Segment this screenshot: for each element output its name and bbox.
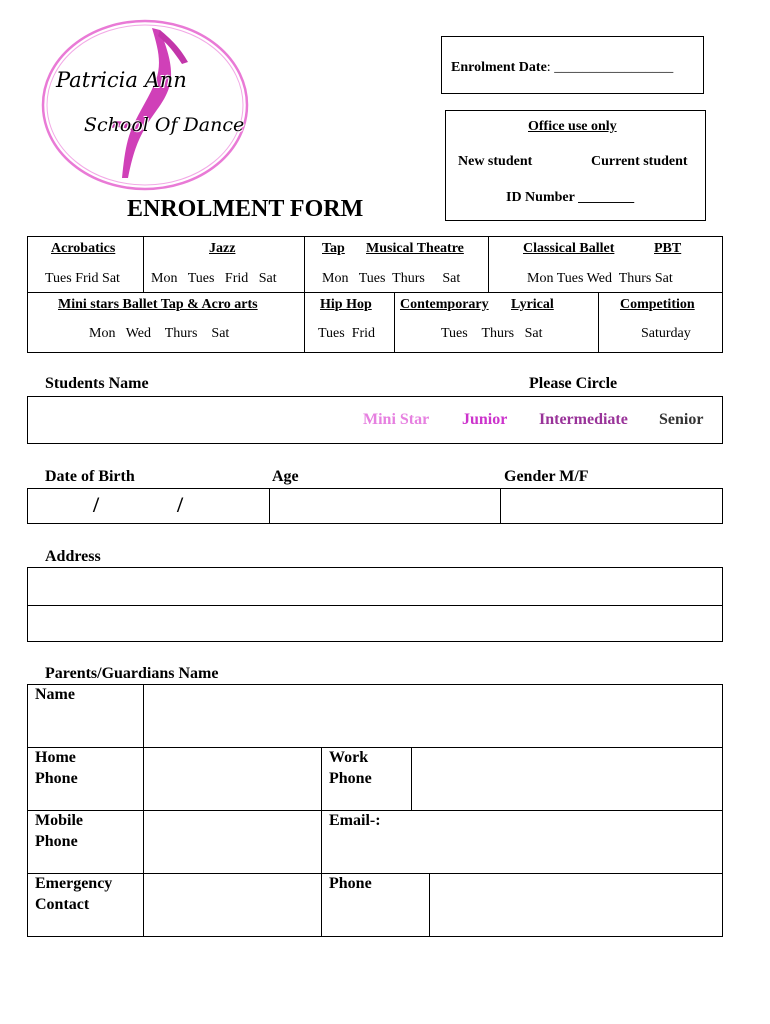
emergency-phone-label: Phone [329, 875, 372, 892]
logo-text-line1: Patricia Ann [56, 68, 187, 92]
class-competition[interactable]: Competition [620, 297, 695, 312]
home-phone-input[interactable] [144, 748, 320, 809]
address-label: Address [45, 548, 101, 565]
class-jazz[interactable]: Jazz [209, 241, 236, 256]
class-lyrical[interactable]: Lyrical [511, 297, 554, 312]
email-input[interactable] [322, 830, 722, 872]
class-mini-stars[interactable]: Mini stars Ballet Tap & Acro arts [58, 297, 258, 312]
emergency-phone-input[interactable] [430, 874, 722, 936]
enrolment-date-box [441, 36, 704, 94]
enrolment-date-field[interactable] [451, 60, 673, 76]
dob-slash-1: / [93, 492, 100, 517]
level-junior[interactable]: Junior [462, 411, 508, 428]
school-logo [40, 18, 250, 193]
class-contemporary-days: Tues Thurs Sat [441, 326, 543, 341]
class-pbt[interactable]: PBT [654, 241, 682, 256]
mobile-phone-label-1: Mobile [35, 812, 83, 829]
class-acrobatics-days: Tues Frid Sat [45, 271, 120, 286]
class-musical-theatre[interactable]: Musical Theatre [366, 241, 464, 256]
gender-input[interactable] [501, 489, 722, 523]
class-tap[interactable]: Tap [322, 241, 345, 256]
mobile-phone-label-2: Phone [35, 833, 78, 850]
enrolment-date-blank: _________________ [554, 60, 674, 75]
home-phone-label-1: Home [35, 749, 76, 766]
dob-input[interactable] [28, 489, 268, 523]
class-jazz-days: Mon Tues Frid Sat [151, 271, 277, 286]
home-phone-label-2: Phone [35, 770, 78, 787]
parent-name-label: Name [35, 686, 75, 703]
mobile-phone-input[interactable] [144, 811, 320, 872]
parents-title: Parents/Guardians Name [45, 665, 219, 682]
office-use-box [445, 110, 706, 221]
work-phone-input[interactable] [412, 748, 722, 809]
class-mini-stars-days: Mon Wed Thurs Sat [89, 326, 230, 341]
dob-label: Date of Birth [45, 468, 135, 485]
email-label: Email-: [329, 812, 381, 829]
class-ballet-days: Mon Tues Wed Thurs Sat [527, 271, 673, 286]
class-hip-hop[interactable]: Hip Hop [320, 297, 372, 312]
class-classical-ballet[interactable]: Classical Ballet [523, 241, 615, 256]
work-phone-label-2: Phone [329, 770, 372, 787]
enrolment-date-colon: : [546, 60, 551, 75]
age-input[interactable] [270, 489, 499, 523]
new-student-option[interactable]: New student [458, 154, 533, 169]
form-title: ENROLMENT FORM [127, 196, 364, 222]
emergency-contact-label-1: Emergency [35, 875, 113, 892]
please-circle-label: Please Circle [529, 375, 618, 392]
class-contemporary[interactable]: Contemporary [400, 297, 489, 312]
gender-label: Gender M/F [504, 468, 589, 485]
class-hip-hop-days: Tues Frid [318, 326, 376, 341]
age-label: Age [272, 468, 299, 485]
logo-emblem [40, 18, 250, 193]
logo-text-line2: School Of Dance [84, 114, 245, 136]
office-use-title: Office use only [528, 119, 617, 134]
address-line-2[interactable] [27, 605, 723, 642]
dob-slash-2: / [177, 492, 184, 517]
id-number-field[interactable]: ID Number ________ [506, 190, 635, 205]
emergency-contact-label-2: Contact [35, 896, 90, 913]
enrolment-date-label: Enrolment Date [451, 60, 547, 75]
students-name-label: Students Name [45, 375, 149, 392]
current-student-option[interactable]: Current student [591, 154, 688, 169]
address-line-1[interactable] [27, 567, 723, 606]
parent-name-input[interactable] [144, 685, 722, 746]
class-acrobatics[interactable]: Acrobatics [51, 241, 116, 256]
work-phone-label-1: Work [329, 749, 369, 766]
level-intermediate[interactable]: Intermediate [539, 411, 628, 428]
class-tap-days: Mon Tues Thurs Sat [322, 271, 461, 286]
level-senior[interactable]: Senior [659, 411, 704, 428]
level-mini-star[interactable]: Mini Star [363, 411, 430, 428]
class-competition-days: Saturday [641, 326, 691, 341]
emergency-contact-input[interactable] [144, 874, 320, 936]
